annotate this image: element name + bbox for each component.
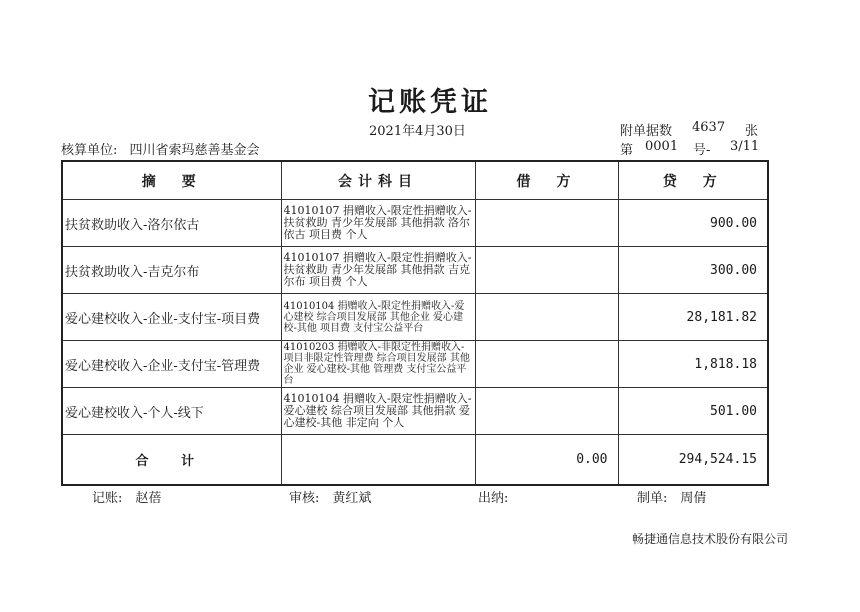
voucher-date: 2021年4月30日 [369,124,466,139]
total-row [62,435,768,486]
header-debit: 借 方 [475,161,618,200]
row-account: 41010104 捐赠收入-限定性捐赠收入-爱心建校 综合项目发展部 其他企业 爱心建校-其他 项目费 支付宝公益平台 [281,294,475,341]
voucher-number-suffix: 号- [693,143,711,158]
row-credit: 28,181.82 [618,294,768,341]
row-credit: 1,818.18 [618,341,768,388]
header-credit: 贷 方 [618,161,768,200]
software-company: 畅捷通信息技术股份有限公司 [632,532,789,546]
voucher-title: 记账凭证 [368,87,492,118]
row-account: 41010203 捐赠收入-非限定性捐赠收入-项目非限定性管理费 综合项目发展部 其他企业 爱心建校-其他 管理费 支付宝公益平台 [281,341,475,388]
row-debit [475,200,618,247]
row-account: 41010104 捐赠收入-限定性捐赠收入-爱心建校 综合项目发展部 其他捐款 爱心建校-其他 非定向 个人 [281,388,475,435]
row-summary: 扶贫救助收入-洛尔依古 [62,200,281,247]
voucher-number-value: 0001 [645,139,679,154]
row-credit: 300.00 [618,247,768,294]
header-summary: 摘 要 [62,161,281,200]
row-debit [475,247,618,294]
row-account: 41010107 捐赠收入-限定性捐赠收入-扶贫救助 青少年发展部 其他捐款 吉克尔布 项目费 个人 [281,247,475,294]
table-row [62,388,768,435]
row-summary: 扶贫救助收入-吉克尔布 [62,247,281,294]
table-row [62,294,768,341]
total-debit: 0.00 [475,435,618,486]
bookkeeper-signature: 记账: 赵蓓 [92,491,162,506]
accounting-unit [61,139,260,158]
table-row [62,247,768,294]
table-row [62,200,768,247]
row-account: 41010107 捐赠收入-限定性捐赠收入-扶贫救助 青少年发展部 其他捐款 洛尔依古 项目费 个人 [281,200,475,247]
preparer-signature: 制单: 周倩 [637,491,707,506]
voucher-number-prefix: 第 [620,143,634,158]
voucher-table [61,160,769,486]
row-debit [475,341,618,388]
reviewer-signature: 审核: 黄红斌 [289,491,372,506]
accounting-unit-value: 四川省索玛慈善基金会 [129,143,260,158]
row-credit: 900.00 [618,200,768,247]
row-summary: 爱心建校收入-个人-线下 [62,388,281,435]
row-credit: 501.00 [618,388,768,435]
accounting-unit-label: 核算单位: [61,143,118,158]
total-account-cell [281,435,475,486]
header-account: 会计科目 [281,161,475,200]
row-summary: 爱心建校收入-企业-支付宝-管理费 [62,341,281,388]
cashier-signature: 出纳: [478,491,509,506]
table-header-row [62,161,768,200]
row-debit [475,294,618,341]
row-debit [475,388,618,435]
total-label: 合 计 [62,435,281,486]
total-credit: 294,524.15 [618,435,768,486]
attachment-number: 4637 [692,120,726,135]
attachment-label: 附单据数 [620,124,673,139]
row-summary: 爱心建校收入-企业-支付宝-项目费 [62,294,281,341]
attachment-unit: 张 [745,124,759,139]
voucher-number-page: 3/11 [730,139,760,154]
table-row [62,341,768,388]
